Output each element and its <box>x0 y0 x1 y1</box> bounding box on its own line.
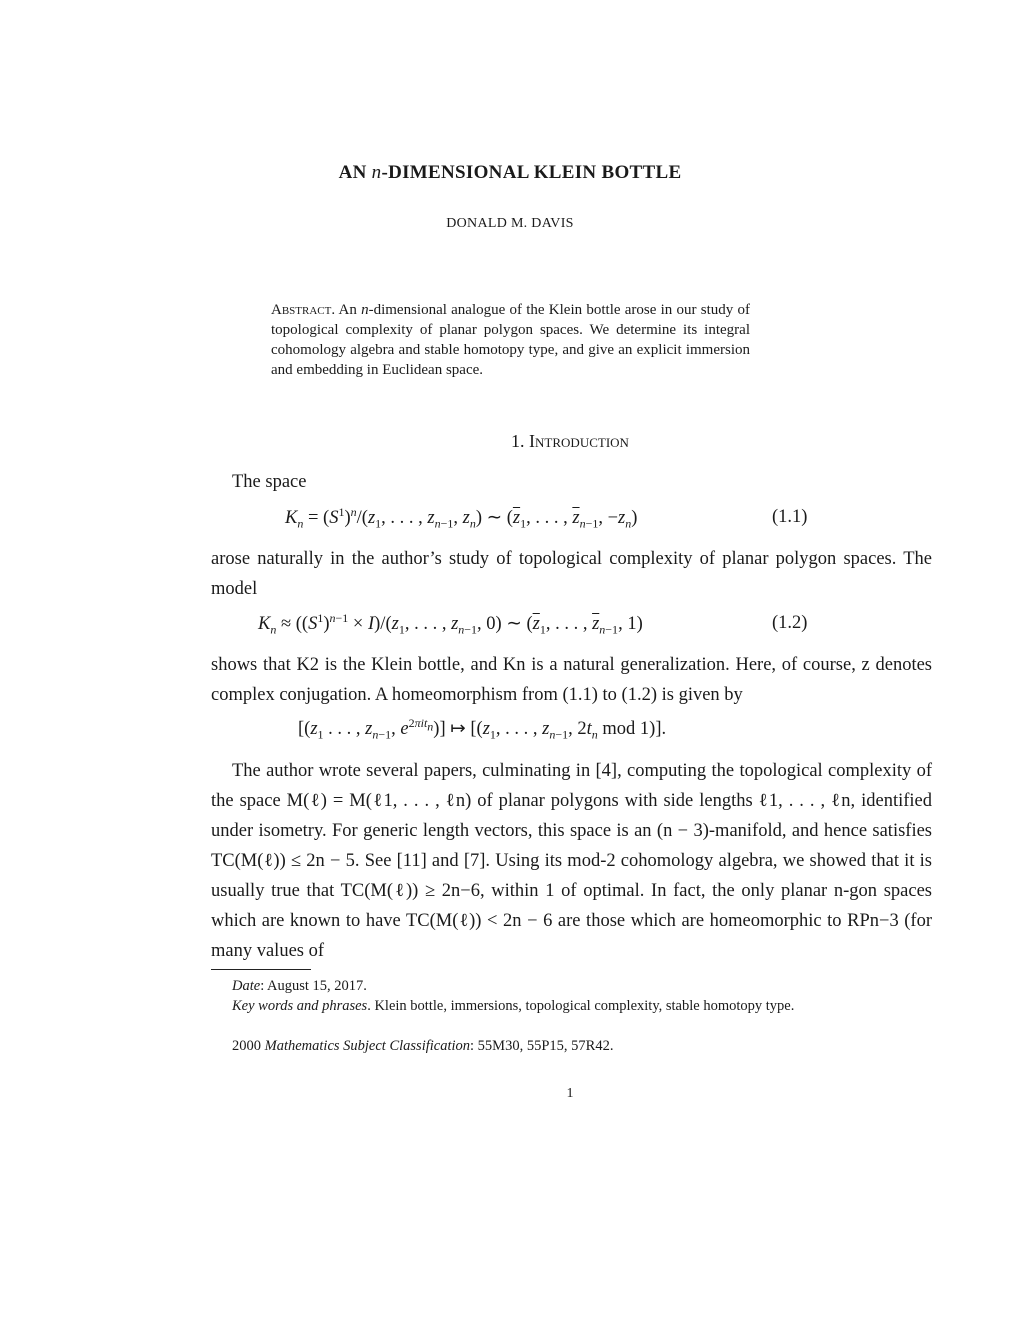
body-paragraph-2: arose naturally in the author’s study of topological complexity of planar polygon spaces. The model <box>211 549 932 599</box>
page-number: 1 <box>566 1086 574 1101</box>
paper-title: AN n-DIMENSIONAL KLEIN BOTTLE <box>338 162 682 183</box>
footnote-rule <box>211 969 311 970</box>
equation-homeomorphism: [($z_1$ . . . , $z_{n-1}$, $e^{2\pi it_n}$)] ↦ [($z_1$, . . . , $z_{n-1}$, $2t_n$ mod 1)]. <box>298 715 667 742</box>
section-heading: 1. Introduction <box>511 431 629 451</box>
body-paragraph-1: The space <box>232 472 307 492</box>
equation-1-1: $K_n = (S^1)^n/(z_1$, . . . , $z_{n-1}$, $z_n$) ∼ ($\overline{z}_1$, . . . , $\overline{z}_{n-1}$, $-z_n$) <box>285 504 638 531</box>
equation-1-2: $K_n \approx ((S^1)^{n-1} \times I)/(z_1$, . . . , $z_{n-1}$, 0) ∼ ($\overline{z}_1$, . . . , $\overline{z}_{n-1}$, 1) <box>258 610 643 637</box>
footnote-date: Date: August 15, 2017. <box>232 978 367 994</box>
equation-number-1-2: (1.2) <box>772 613 808 633</box>
author-name: DONALD M. DAVIS <box>446 216 574 231</box>
equation-number-1-1: (1.1) <box>772 507 808 527</box>
footnote-keywords: Key words and phrases. Klein bottle, immersions, topological complexity, stable homotopy type. <box>232 998 795 1014</box>
abstract: Abstract. An n-dimensional analogue of the Klein bottle arose in our study of topological complexity of planar polygon spaces. We determine its integral cohomology algebra and stable homotopy type, and give an explicit immersion and embedding in Euclidean space. <box>271 302 750 378</box>
body-paragraph-4: The author wrote several papers, culminating in [4], computing the topological complexity of the space M(ℓ) = M(ℓ1, . . . , ℓn) of planar polygons with side lengths ℓ1, . . . , ℓn, identified under isometry. For generic length vectors, this space is an (n − 3)-manifold, and hence satisfies TC(M(ℓ)) ≤ 2n − 5. See [11] and [7]. Using its mod-2 cohomology algebra, we showed that it is usually true that TC(M(ℓ)) ≥ 2n−6, within 1 of optimal. In fact, the only planar n-gon spaces which are known to have TC(M(ℓ)) < 2n − 6 are those which are homeomorphic to RPn−3 (for many values of <box>211 761 932 961</box>
body-paragraph-3: shows that K2 is the Klein bottle, and Kn is a natural generalization. Here, of course, z denotes complex conjugation. A homeomorphism from (1.1) to (1.2) is given by <box>211 655 932 705</box>
abstract-label: Abstract. <box>271 302 336 318</box>
footnote-msc: 2000 Mathematics Subject Classification: 55M30, 55P15, 57R42. <box>232 1038 614 1054</box>
